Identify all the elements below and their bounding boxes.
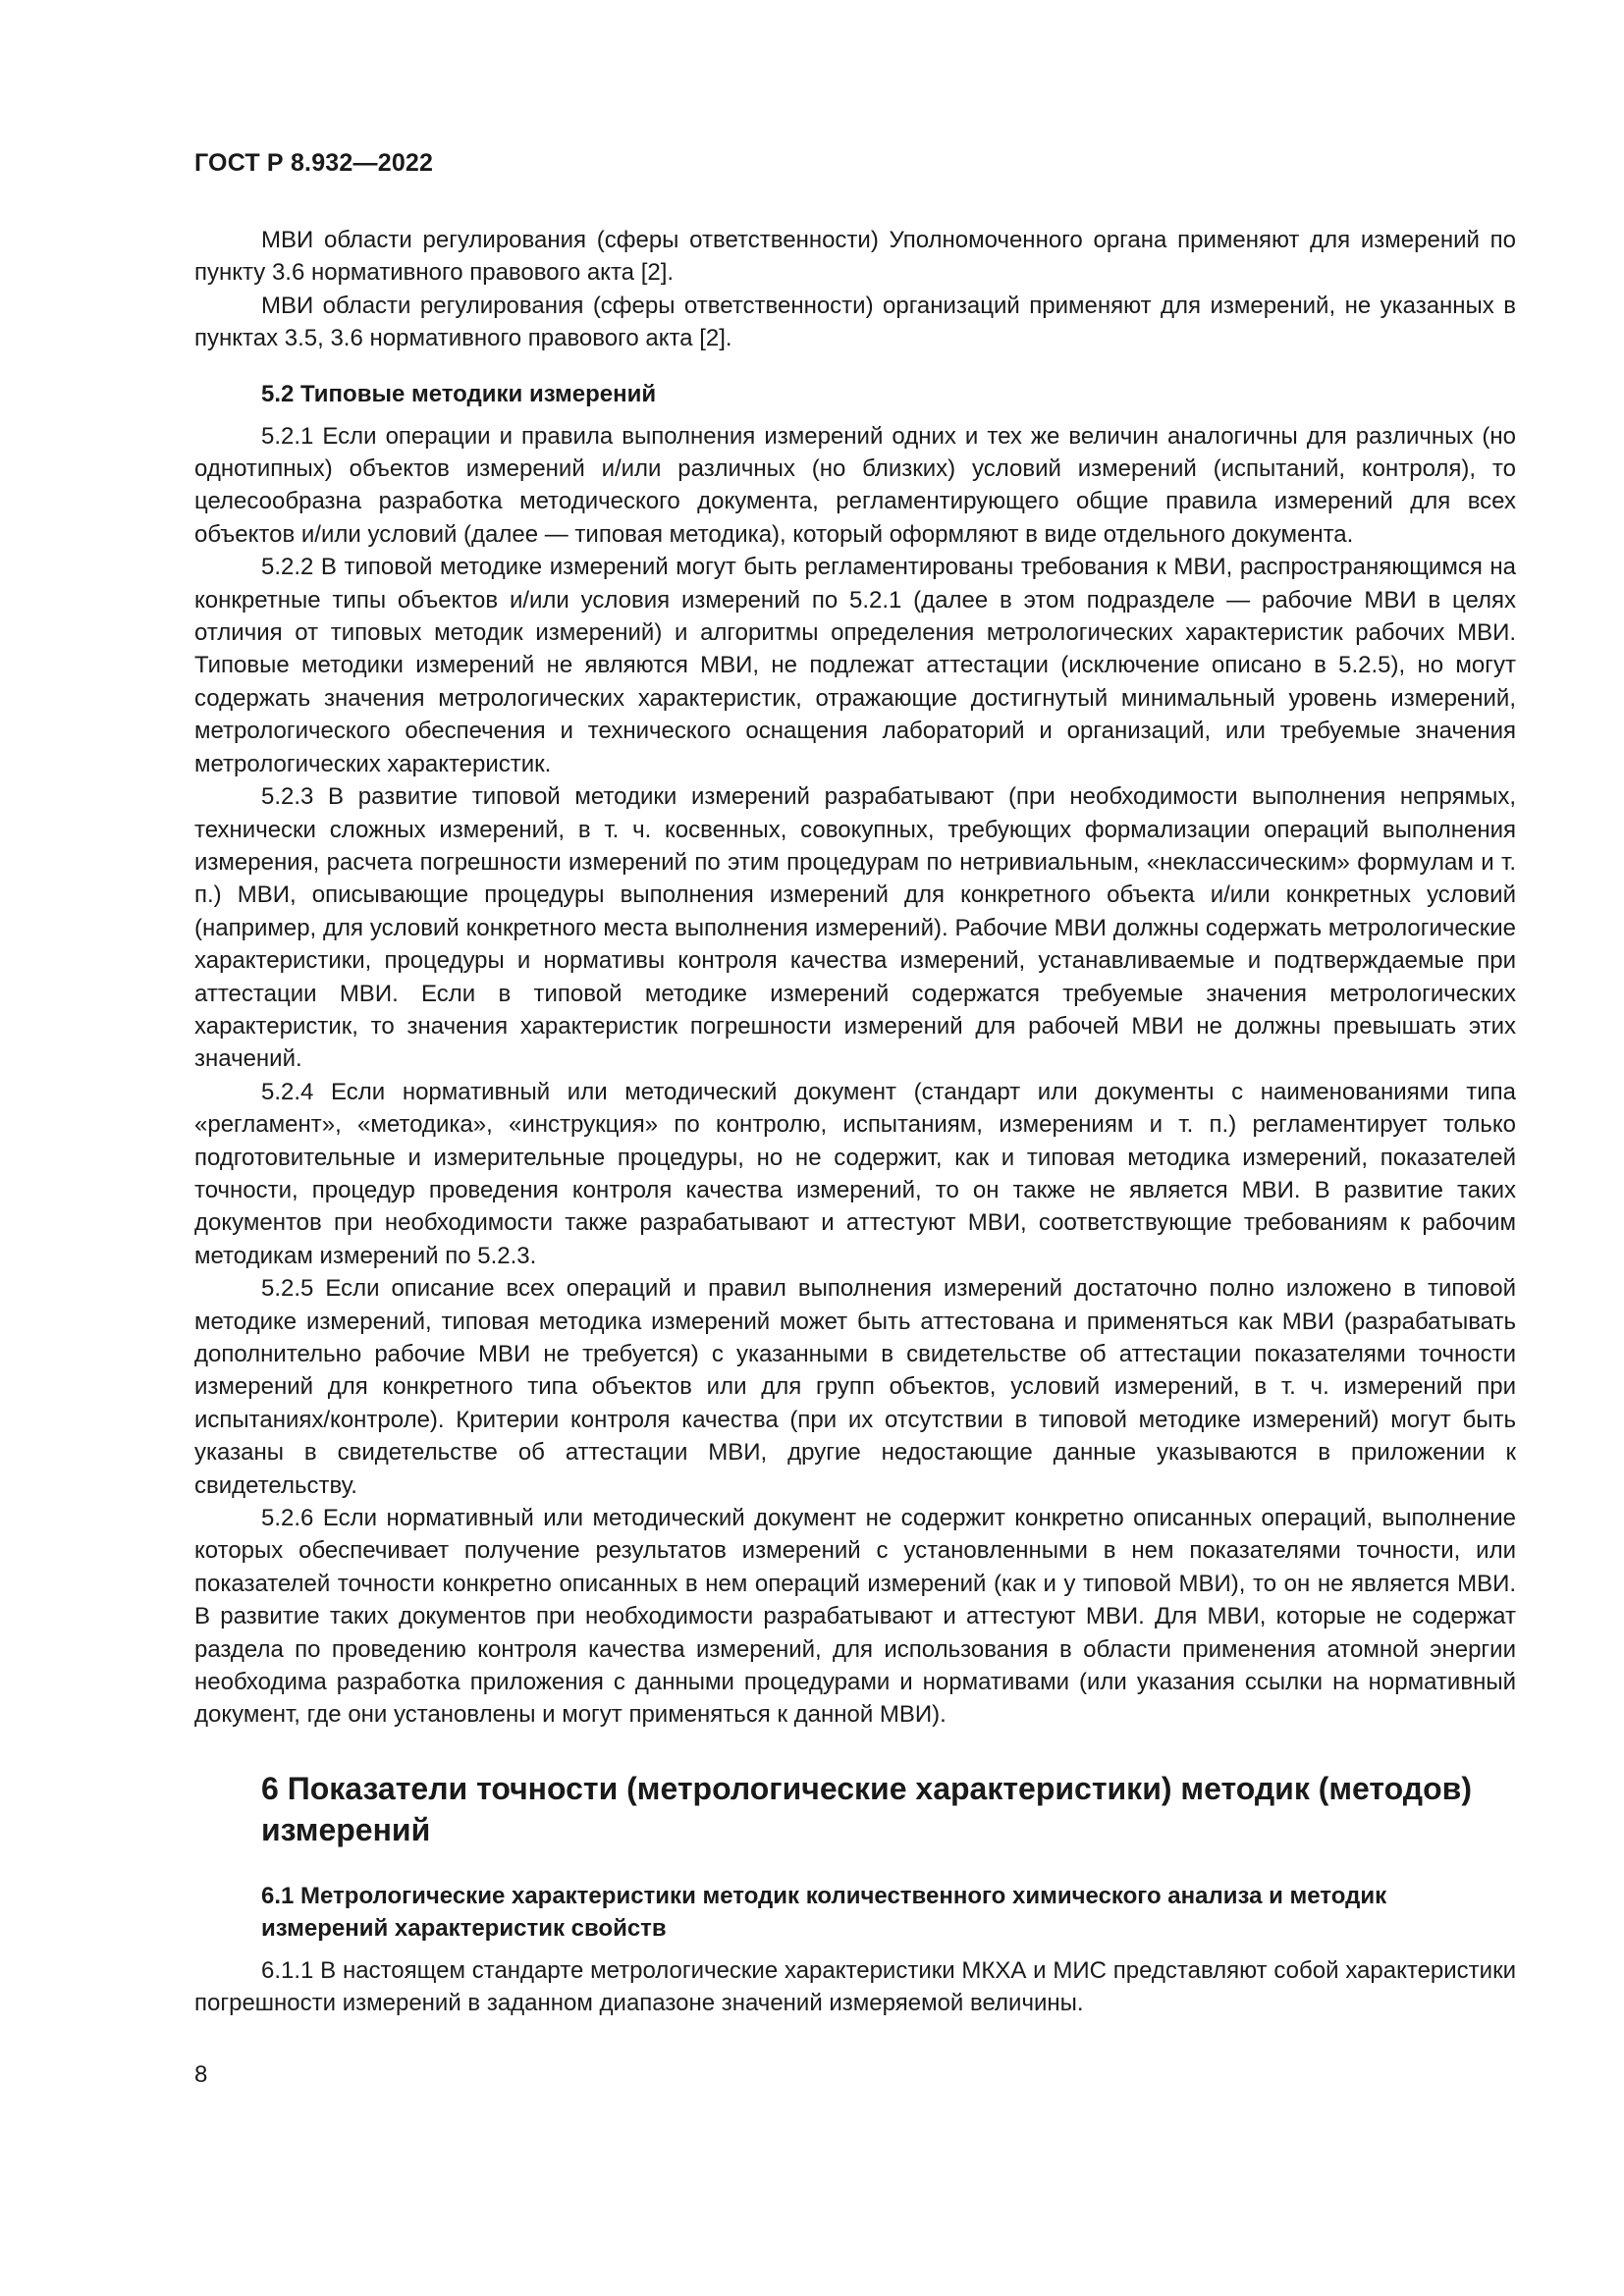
section-6-1-heading: 6.1 Метрологические характеристики методик количественного химического анализа и методик измерений характеристик свойств: [261, 1882, 1387, 1942]
paragraph-5-2-1: 5.2.1 Если операции и правила выполнения измерений одних и тех же величин аналогичны для различных (но однотипных) объектов измерений и/или различных (но близких) условий измерений (испытаний, контроля), то целесообразна разработка методического документа, регламентирующего общие правила измерений для всех объектов и/или условий (далее — типовая методика), который оформляют в виде отдельного документа.: [194, 422, 1516, 548]
paragraph-5-2-3: 5.2.3 В развитие типовой методики измерений разрабатывают (при необходимости выполнения непрямых, технически сложных измерений, в т. ч. косвенных, совокупных, требующих формализации операций выполнения измерения, расчета погрешности измерений по этим процедурам по нетривиальным, «неклассическим» формулам и т. п.) МВИ, описывающие процедуры выполнения измерений для конкретного объекта и/или конкретных условий (например, для условий конкретного места выполнения измерений). Рабочие МВИ должны содержать метрологические характеристики, процедуры и нормативы контроля качества измерений, устанавливаемые и подтверждаемые при аттестации МВИ. Если в типовой методике измерений содержатся требуемые значения метрологических характеристик, то значения характеристик погрешности измерений для рабочей МВИ не должны превышать этих значений.: [194, 783, 1516, 1073]
section-6-heading: 6 Показатели точности (метрологические характеристики) методик (методов) измерений: [261, 1770, 1472, 1847]
paragraph-6-1-1: 6.1.1 В настоящем стандарте метрологические характеристики МКХА и МИС представляют собой характеристики погрешности измерений в заданном диапазоне значений измеряемой величины.: [194, 1956, 1516, 2017]
section-5-2-heading: 5.2 Типовые методики измерений: [261, 380, 657, 407]
running-header: ГОСТ Р 8.932—2022: [194, 149, 434, 177]
paragraph-5-2-4: 5.2.4 Если нормативный или методический документ (стандарт или документы с наименованиями типа «регламент», «методика», «инструкция» по контролю, испытаниям, измерениям и т. п.) регламентирует только подготовительные и измерительные процедуры, но не содержит, как и типовая методика измерений, показателей точности, процедур проведения контроля качества измерений, то он также не является МВИ. В развитие таких документов при необходимости также разрабатывают и аттестуют МВИ, соответствующие требованиям к рабочим методикам измерений по 5.2.3.: [194, 1078, 1516, 1269]
paragraph-5-2-2: 5.2.2 В типовой методике измерений могут быть регламентированы требования к МВИ, распространяющимся на конкретные типы объектов и/или условия измерений по 5.2.1 (далее в этом подразделе — рабочие МВИ в целях отличия от типовых методик измерений) и алгоритмы определения метрологических характеристик рабочих МВИ. Типовые методики измерений не являются МВИ, не подлежат аттестации (исключение описано в 5.2.5), но могут содержать значения метрологических характеристик, отражающие достигнутый минимальный уровень измерений, метрологического обеспечения и технического оснащения лабораторий и организаций, или требуемые значения метрологических характеристик.: [194, 554, 1516, 777]
paragraph-5-2-6: 5.2.6 Если нормативный или методический документ не содержит конкретно описанных операций, выполнение которых обеспечивает получение результатов измерений с установленными в нем показателями точности, или показателей точности конкретно описанных в нем операций измерений (как и у типовой МВИ), то он не является МВИ. В развитие таких документов при необходимости разрабатывают и аттестуют МВИ. Для МВИ, которые не содержат раздела по проведению контроля качества измерений, для использования в области применения атомной энергии необходима разработка приложения с данными процедурами и нормативами (или указания ссылки на нормативный документ, где они установлены и могут применяться к данной МВИ).: [194, 1505, 1516, 1729]
paragraph-5-2-5: 5.2.5 Если описание всех операций и правил выполнения измерений достаточно полно изложено в типовой методике измерений, типовая методика измерений может быть аттестована и применяться как МВИ (разрабатывать дополнительно рабочие МВИ не требуется) с указанными в свидетельстве об аттестации показателями точности измерений для конкретного типа объектов или для групп объектов, условий измерений, в т. ч. измерений при испытаниях/контроле). Критерии контроля качества (при их отсутствии в типовой методике измерений) могут быть указаны в свидетельстве об аттестации МВИ, другие недостающие данные указываются в приложении к свидетельству.: [194, 1275, 1516, 1499]
intro-paragraph-1: МВИ области регулирования (сферы ответственности) Уполномоченного органа применяют для измерений по пункту 3.6 нормативного правового акта [2].: [194, 227, 1516, 287]
intro-paragraph-2: МВИ области регулирования (сферы ответственности) организаций применяют для измерений, не указанных в пунктах 3.5, 3.6 нормативного правового акта [2].: [194, 292, 1516, 352]
page-content: [194, 224, 1516, 2020]
page-number: 8: [194, 2061, 208, 2088]
